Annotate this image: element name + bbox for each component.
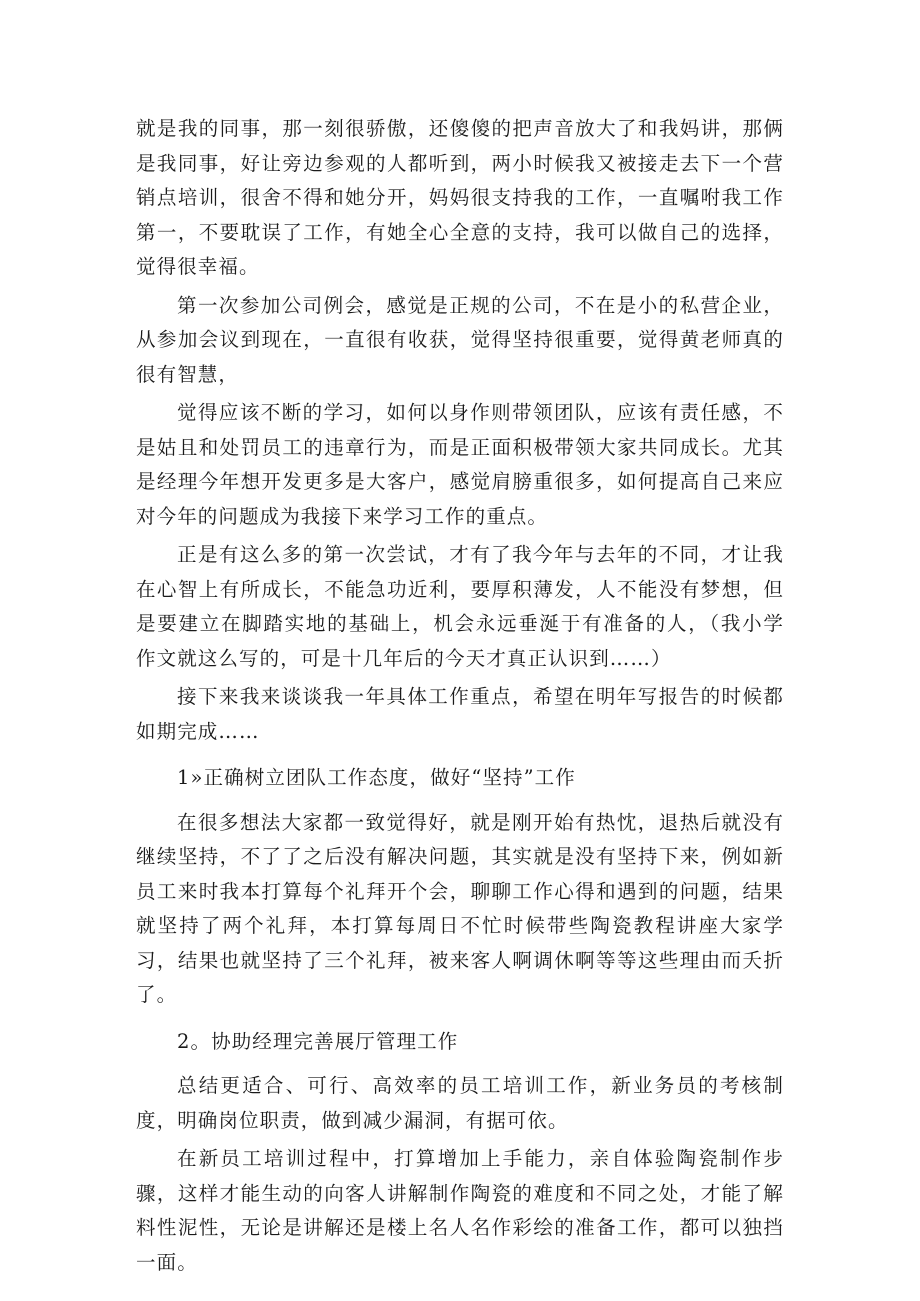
paragraph-1: 就是我的同事，那一刻很骄傲，还傻傻的把声音放大了和我妈讲，那俩是我同事，好让旁边参观的人都听到，两小时候我又被接走去下一个营销点培训，很舍不得和她分开，妈妈很支持我的工作，一直嘱咐我工作第一，不要耽误了工作，有她全心全意的支持，我可以做自己的选择，觉得很幸福。 (136, 117, 784, 278)
paragraph-2: 第一次参加公司例会，感觉是正规的公司，不在是小的私营企业，从参加会议到现在，一直很有收获，觉得坚持很重要，觉得黄老师真的很有智慧， (136, 293, 784, 386)
paragraph-7: 总结更适合、可行、高效率的员工培训工作，新业务员的考核制度，明确岗位职责，做到减少漏洞，有据可依。 (136, 1074, 784, 1132)
paragraph-6: 在很多想法大家都一致觉得好，就是刚开始有热忱，退热后就没有继续坚持，不了了之后没有解决问题，其实就是没有坚持下来，例如新员工来时我本打算每个礼拜开个会，聊聊工作心得和遇到的问题，结果就坚持了两个礼拜，本打算每周日不忙时候带些陶瓷教程讲座大家学习，结果也就坚持了三个礼拜，被来客人啊调休啊等等这些理由而夭折了。 (136, 810, 784, 1006)
paragraph-8: 在新员工培训过程中，打算增加上手能力，亲自体验陶瓷制作步骤，这样才能生动的向客人讲解制作陶瓷的难度和不同之处，才能了解料性泥性，无论是讲解还是楼上名人名作彩绘的准备工作，都可以独挡一面。 (136, 1147, 784, 1274)
document-body (136, 112, 784, 1280)
paragraph-4: 正是有这么多的第一次尝试，才有了我今年与去年的不同，才让我在心智上有所成长，不能急功近利，要厚积薄发，人不能没有梦想，但是要建立在脚踏实地的基础上，机会永远垂涎于有准备的人，（我小学作文就这么写的，可是十几年后的今天才真正认识到……） (136, 543, 784, 670)
paragraph-3: 觉得应该不断的学习，如何以身作则带领团队，应该有责任感，不是姑且和处罚员工的违章行为，而是正面积极带领大家共同成长。尤其是经理今年想开发更多是大客户，感觉肩膀重很多，如何提高自己来应对今年的问题成为我接下来学习工作的重点。 (136, 401, 784, 528)
section-heading-2: 2。协助经理完善展厅管理工作 (177, 1029, 459, 1053)
section-heading-1: 1»正确树立团队工作态度，做好“坚持”工作 (177, 766, 576, 789)
paragraph-5: 接下来我来谈谈我一年具体工作重点，希望在明年写报告的时候都如期完成…… (136, 685, 784, 743)
